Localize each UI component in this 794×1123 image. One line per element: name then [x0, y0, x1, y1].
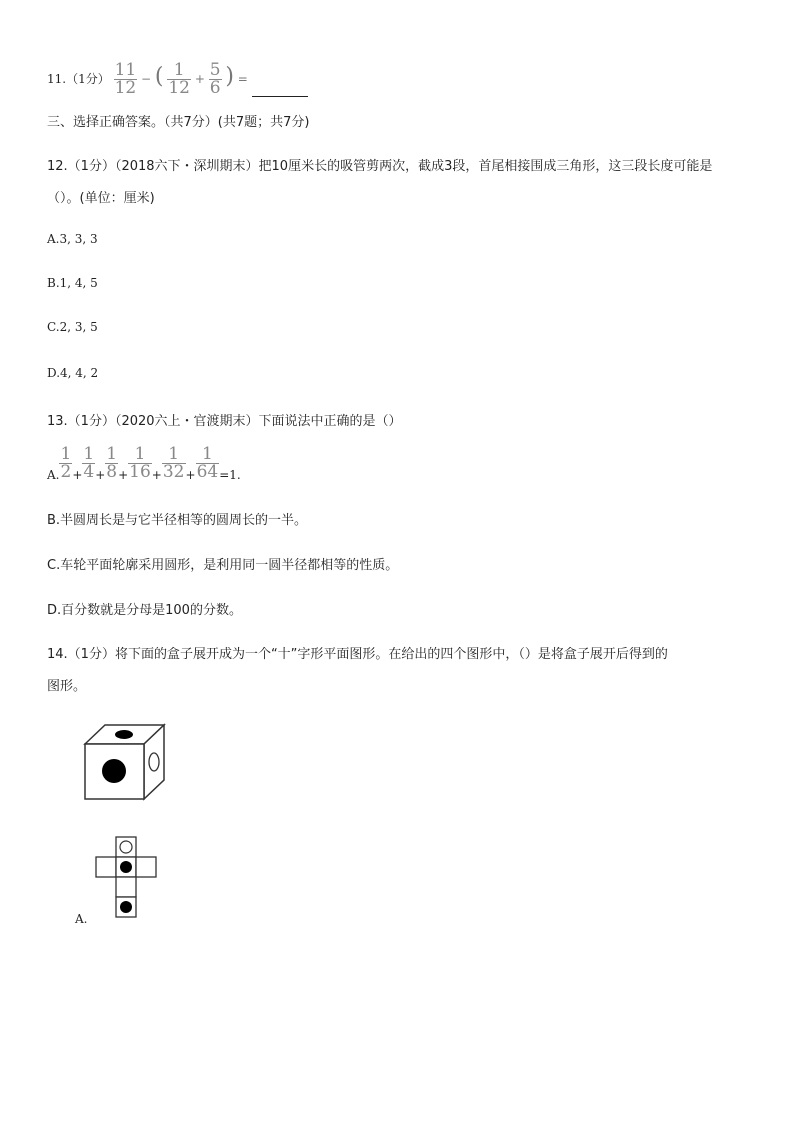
q11-plus: +: [194, 72, 205, 86]
q13-option-d[interactable]: D.百分数就是分母是100的分数。: [47, 603, 242, 618]
q11-fraction-1-12: $\frac{1}{12}$: [168, 60, 190, 98]
q13-option-a-prefix: A.: [47, 468, 60, 482]
q12-option-c[interactable]: C.2, 3, 5: [47, 320, 98, 334]
net-dot-icon: [120, 901, 132, 913]
q12-option-a[interactable]: A.3, 3, 3: [47, 232, 98, 246]
q12-option-b[interactable]: B.1, 4, 5: [47, 276, 98, 290]
q13-option-a[interactable]: A. $\frac{1}{2}$ + $\frac{1}{4}$ + $\frac{1}{8}$ + $\frac{1}{16}$ + $\frac{1}{32}$ + $\frac{1}{64}$ =1.: [47, 444, 241, 482]
q12-stem-line1: 12.（1分）（2018六下・深圳期末）把10厘米长的吸管剪两次，截成3段，首尾相接围成三角形，这三段长度可能是: [47, 159, 713, 174]
q13-stem: 13.（1分）（2020六上・官渡期末）下面说法中正确的是（）: [47, 414, 402, 429]
fraction-1-64: $\frac{1}{64}$: [196, 444, 219, 482]
cube-figure: [80, 722, 170, 804]
q11-label: 11.（1分）: [47, 72, 110, 86]
fraction-1-16: $\frac{1}{16}$: [129, 444, 151, 482]
q11-right-paren: ): [225, 64, 234, 89]
section-heading: 三、选择正确答案。（共7分）(共7题；共7分): [47, 115, 310, 130]
net-hollow-circle-icon: [120, 841, 132, 853]
q11-equals: =: [237, 72, 248, 86]
q11: [47, 62, 308, 97]
q11-fraction-11-12: $\frac{11}{12}$: [114, 60, 137, 98]
fraction-1-4: $\frac{1}{4}$: [83, 444, 95, 482]
q14-stem-line1: 14.（1分）将下面的盒子展开成为一个“十”字形平面图形。在给出的四个图形中，（）是将盒子展开后得到的: [47, 647, 668, 662]
q14-stem-line2: 图形。: [47, 679, 87, 694]
q14-option-a-net[interactable]: [94, 836, 160, 922]
q13-option-a-suffix: =1.: [219, 468, 241, 482]
q11-answer-blank[interactable]: [252, 84, 308, 97]
q13-option-b[interactable]: B.半圆周长是与它半径相等的圆周长的一半。: [47, 513, 308, 528]
q11-fraction-5-6: $\frac{5}{6}$: [209, 60, 221, 98]
q11-left-paren: (: [154, 64, 164, 89]
q12-stem-line2: （）。(单位：厘米): [47, 191, 155, 206]
top-dot-icon: [115, 730, 133, 739]
q12-option-d[interactable]: D.4, 4, 2: [47, 366, 99, 380]
front-dot-icon: [102, 759, 126, 783]
q14-option-a-label[interactable]: A.: [75, 912, 88, 926]
fraction-1-32: $\frac{1}{32}$: [162, 444, 185, 482]
q13-option-c[interactable]: C.车轮平面轮廓采用圆形，是利用同一圆半径都相等的性质。: [47, 558, 399, 573]
fraction-1-2: $\frac{1}{2}$: [60, 444, 72, 482]
q11-minus: −: [141, 72, 152, 86]
side-hollow-circle-icon: [149, 753, 159, 771]
net-dot-icon: [120, 861, 132, 873]
fraction-1-8: $\frac{1}{8}$: [106, 444, 118, 482]
